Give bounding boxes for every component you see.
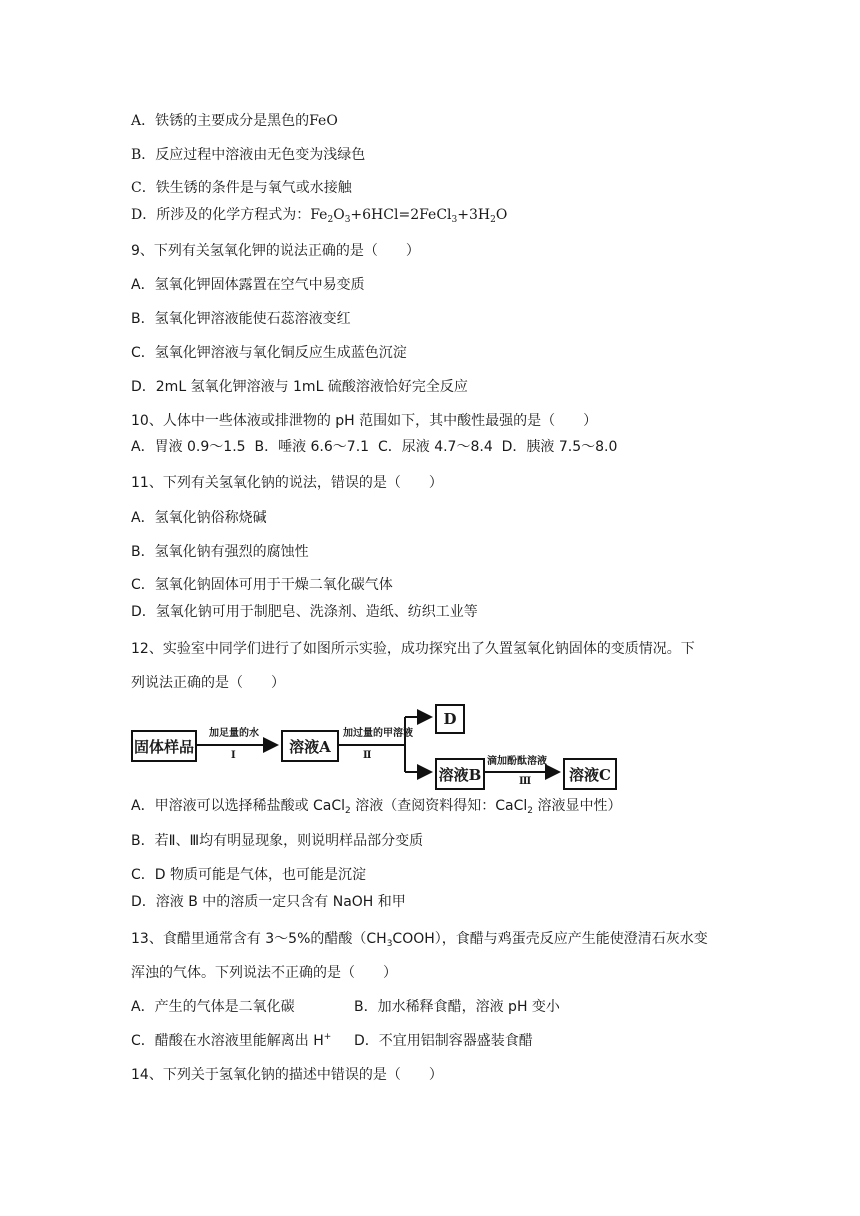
q8-option-c: C．铁生锈的条件是与氧气或水接触: [131, 180, 352, 196]
q10-stem: 10、人体中一些体液或排泄物的 pH 范围如下，其中酸性最强的是（ ）: [131, 413, 598, 429]
q10-option-c: C．尿液 4.7～8.4: [377, 439, 493, 455]
q13-option-a: A．产生的气体是二氧化碳: [131, 999, 295, 1015]
q13-stem-line1: 13、食醋里通常含有 3～5%的醋酸$(CH_3COOH)$，食醋与鸡蛋壳反应产生能使澄清石灰水变: [131, 931, 708, 949]
q14-stem: 14、下列关于氢氧化钠的描述中错误的是（ ）: [131, 1067, 443, 1083]
q11-option-b: B．氢氧化钠有强烈的腐蚀性: [131, 544, 309, 560]
q11-option-a: A．氢氧化钠俗称烧碱: [131, 510, 267, 526]
step2-label: 加过量的甲溶液: [343, 728, 413, 739]
q13-stem-line2: 浑浊的气体。下列说法不正确的是（ ）: [131, 965, 397, 981]
q13-option-c: C．醋酸在水溶液里能解离出 H+: [131, 1032, 332, 1049]
q12-option-b: B．若Ⅱ、Ⅲ均有明显现象，则说明样品部分变质: [131, 833, 424, 849]
q11-option-c: C．氢氧化钠固体可用于干燥二氧化碳气体: [131, 577, 393, 593]
solution-b-box: 溶液B: [435, 758, 485, 790]
step1-label: 加足量的水: [209, 728, 259, 739]
step3-label: 滴加酚酞溶液: [487, 756, 547, 767]
q10-option-a: A．胃液 0.9～1.5: [131, 439, 246, 455]
q9-option-d: D．2mL 氢氧化钾溶液与 1mL 硫酸溶液恰好完全反应: [131, 379, 468, 395]
q10-option-d: D．胰液 7.5～8.0: [501, 439, 618, 455]
step3-number: Ⅲ: [519, 776, 532, 787]
q9-option-b: B．氢氧化钾溶液能使石蕊溶液变红: [131, 311, 351, 327]
q8-option-b: B．反应过程中溶液由无色变为浅绿色: [131, 147, 366, 163]
q12-stem-line2: 列说法正确的是（ ）: [131, 675, 285, 691]
solution-a-box: 溶液A: [281, 730, 339, 762]
q12-stem-line1: 12、实验室中同学们进行了如图所示实验，成功探究出了久置氢氧化钠固体的变质情况。下: [131, 641, 695, 657]
q11-stem: 11、下列有关氢氧化钠的说法，错误的是（ ）: [131, 475, 443, 491]
q9-option-c: C．氢氧化钾溶液与氧化铜反应生成蓝色沉淀: [131, 345, 407, 361]
q9-option-a: A．氢氧化钾固体露置在空气中易变质: [131, 277, 365, 293]
q12-option-a: A．甲溶液可以选择稀盐酸或 CaCl$_2$ 溶液（查阅资料得知：CaCl$_2$ 溶液显中性）: [131, 798, 622, 816]
diagram-arrows: [131, 702, 621, 782]
q10-options: [131, 437, 617, 457]
q8-option-d: D．所涉及的化学方程式为：$Fe_2O_3+6HCl=2FeCl_3+3H_2O$: [131, 207, 508, 225]
q8-option-a: A．铁锈的主要成分是黑色的FeO: [131, 113, 338, 129]
solution-c-box: 溶液C: [563, 758, 617, 790]
substance-d-box: D: [435, 704, 465, 734]
q9-stem: 9、下列有关氢氧化钾的说法正确的是（ ）: [131, 243, 420, 259]
q10-option-b: B．唾液 6.6～7.1: [254, 439, 370, 455]
experiment-flow-diagram: [131, 702, 621, 787]
q12-option-d: D．溶液 B 中的溶质一定只含有 NaOH 和甲: [131, 894, 406, 910]
q13-option-b: B．加水稀释食醋，溶液 pH 变小: [354, 999, 560, 1015]
q12-option-c: C．D 物质可能是气体，也可能是沉淀: [131, 867, 367, 883]
solid-sample-box: 固体样品: [131, 730, 197, 762]
q13-option-d: D．不宜用铝制容器盛装食醋: [354, 1033, 533, 1049]
q11-option-d: D．氢氧化钠可用于制肥皂、洗涤剂、造纸、纺织工业等: [131, 604, 478, 620]
step2-number: Ⅱ: [363, 750, 372, 761]
step1-number: Ⅰ: [231, 750, 236, 761]
